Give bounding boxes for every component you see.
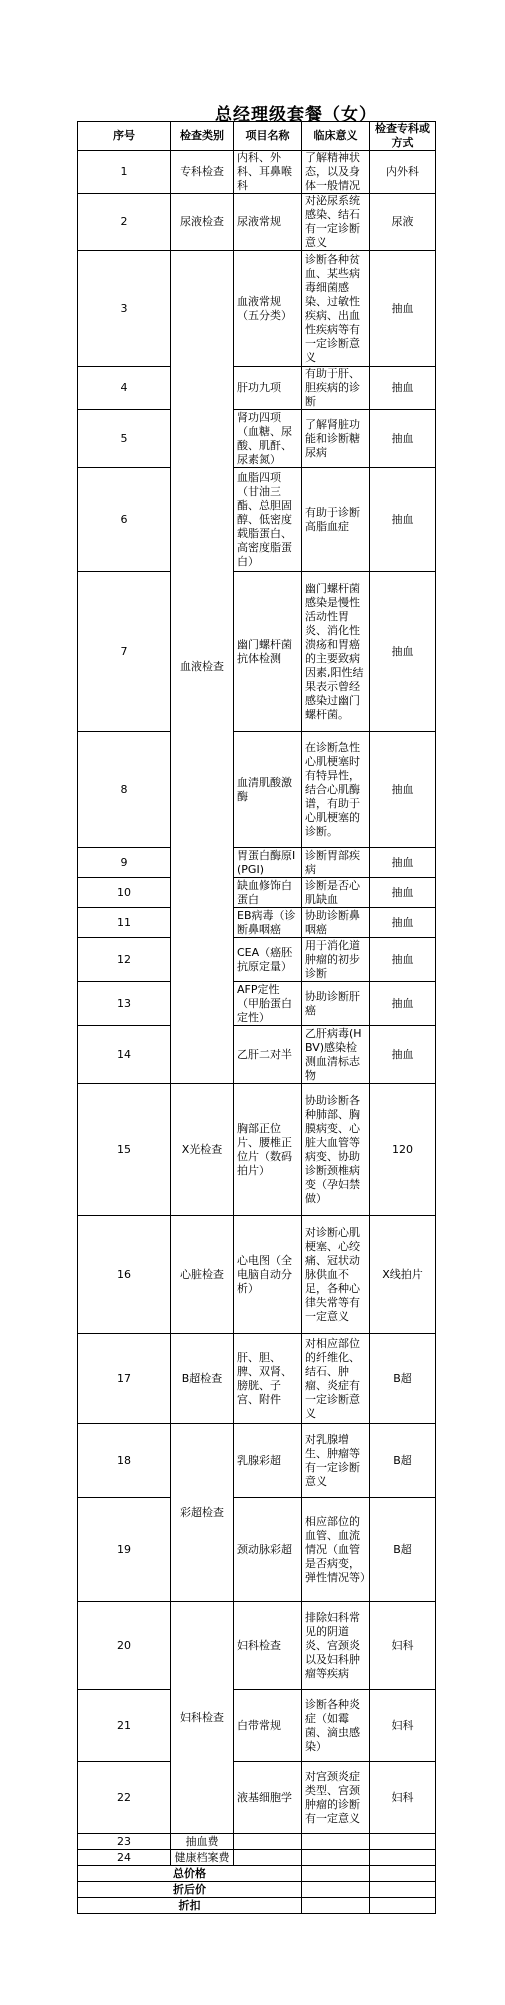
row-method: 尿液	[370, 194, 436, 251]
row-item: 颈动脉彩超	[234, 1498, 302, 1602]
table-row	[78, 732, 436, 848]
row-meaning: 了解肾脏功能和诊断糖尿病	[302, 410, 370, 468]
row-meaning: 有助于诊断高脂血症	[302, 468, 370, 572]
table-row	[78, 982, 436, 1026]
row-meaning: 对诊断心肌梗塞、心绞痛、冠状动脉供血不足，各种心律失常等有一定意义	[302, 1216, 370, 1334]
row-item: 胸部正位片、腰椎正位片（数码拍片）	[234, 1084, 302, 1216]
row-meaning: 对宫颈炎症类型、宫颈肿瘤的诊断有一定意义	[302, 1762, 370, 1834]
row-meaning: 协助诊断鼻咽癌	[302, 908, 370, 938]
row-item: 乙肝二对半	[234, 1026, 302, 1084]
table-row	[78, 1762, 436, 1834]
row-meaning: 诊断胃部疾病	[302, 848, 370, 878]
row-item: EB病毒（诊断鼻咽癌	[234, 908, 302, 938]
row-method: 抽血	[370, 572, 436, 732]
row-no: 3	[78, 251, 171, 367]
row-item: 尿液常规	[234, 194, 302, 251]
table-row	[78, 1424, 436, 1498]
row-method: 妇科	[370, 1602, 436, 1690]
row-method: 内外科	[370, 151, 436, 194]
header-method: 检查专科或方式	[370, 122, 436, 151]
table-row	[78, 367, 436, 410]
row-no: 2	[78, 194, 171, 251]
row-meaning: 诊断是否心肌缺血	[302, 878, 370, 908]
row-item: 肾功四项（血糖、尿酸、肌酐、尿素氮）	[234, 410, 302, 468]
row-meaning: 了解精神状态，以及身体一般情况	[302, 151, 370, 194]
table-row	[78, 410, 436, 468]
row-meaning: 用于消化道肿瘤的初步诊断	[302, 938, 370, 982]
row-method: 抽血	[370, 982, 436, 1026]
row-no: 12	[78, 938, 171, 982]
row-item: CEA（癌胚抗原定量）	[234, 938, 302, 982]
summary-total-label: 总价格	[78, 1866, 302, 1882]
row-method: 抽血	[370, 908, 436, 938]
row-method: 抽血	[370, 468, 436, 572]
row-method: B超	[370, 1424, 436, 1498]
header-meaning: 临床意义	[302, 122, 370, 151]
row-method: 抽血	[370, 732, 436, 848]
row-item: 妇科检查	[234, 1602, 302, 1690]
row-item: 心电图（全电脑自动分析）	[234, 1216, 302, 1334]
row-no: 18	[78, 1424, 171, 1498]
row-method: B超	[370, 1498, 436, 1602]
row-item: 血液常规（五分类）	[234, 251, 302, 367]
table-row	[78, 1334, 436, 1424]
row-category: 彩超检查	[171, 1424, 234, 1602]
row-item: 白带常规	[234, 1690, 302, 1762]
row-method: 抽血	[370, 410, 436, 468]
summary-row	[78, 1882, 436, 1898]
row-method: 抽血	[370, 1026, 436, 1084]
row-method: 120	[370, 1084, 436, 1216]
row-item: 血脂四项（甘油三酯、总胆固醇、低密度载脂蛋白、高密度脂蛋白）	[234, 468, 302, 572]
row-item: 液基细胞学	[234, 1762, 302, 1834]
row-meaning: 对泌尿系统感染、结石有一定诊断意义	[302, 194, 370, 251]
table-row	[78, 1216, 436, 1334]
header-no: 序号	[78, 122, 171, 151]
table-row	[78, 848, 436, 878]
table-row	[78, 1834, 436, 1850]
row-meaning: 有助于肝、胆疾病的诊断	[302, 367, 370, 410]
summary-discounted-label: 折后价	[78, 1882, 302, 1898]
row-category: 心脏检查	[171, 1216, 234, 1334]
row-meaning: 诊断各种炎症（如霉菌、滴虫感染）	[302, 1690, 370, 1762]
table-row	[78, 1084, 436, 1216]
row-no: 6	[78, 468, 171, 572]
row-method: 抽血	[370, 878, 436, 908]
row-no: 7	[78, 572, 171, 732]
row-no: 5	[78, 410, 171, 468]
header-category: 检查类别	[171, 122, 234, 151]
row-method: 抽血	[370, 848, 436, 878]
row-item: 血清肌酸激酶	[234, 732, 302, 848]
page-title: 总经理级套餐（女）	[215, 105, 377, 125]
row-no: 11	[78, 908, 171, 938]
table-row	[78, 1498, 436, 1602]
table-row	[78, 572, 436, 732]
row-method: 抽血	[370, 938, 436, 982]
row-method: 抽血	[370, 367, 436, 410]
row-meaning: 对相应部位的纤维化、结石、肿瘤、炎症有一定诊断意义	[302, 1334, 370, 1424]
table-row	[78, 251, 436, 367]
row-no: 23	[78, 1834, 171, 1850]
row-no: 4	[78, 367, 171, 410]
row-no: 10	[78, 878, 171, 908]
table-row	[78, 878, 436, 908]
row-meaning: 排除妇科常见的阴道炎、宫颈炎以及妇科肿瘤等疾病	[302, 1602, 370, 1690]
row-method: 抽血	[370, 251, 436, 367]
row-item: 乳腺彩超	[234, 1424, 302, 1498]
row-category: B超检查	[171, 1334, 234, 1424]
summary-row	[78, 1866, 436, 1882]
row-item: 缺血修饰白蛋白	[234, 878, 302, 908]
row-category: X光检查	[171, 1084, 234, 1216]
header-row	[78, 122, 436, 151]
row-meaning: 协助诊断各种肺部、胸膜病变、心脏大血管等病变、协助诊断颈椎病变（孕妇禁做）	[302, 1084, 370, 1216]
row-method: B超	[370, 1334, 436, 1424]
row-no: 9	[78, 848, 171, 878]
row-category: 妇科检查	[171, 1602, 234, 1834]
row-item: AFP定性（甲胎蛋白定性）	[234, 982, 302, 1026]
row-category: 健康档案费	[171, 1850, 234, 1866]
row-item: 肝功九项	[234, 367, 302, 410]
row-meaning: 对乳腺增生、肿瘤等有一定诊断意义	[302, 1424, 370, 1498]
summary-row	[78, 1898, 436, 1914]
table-row	[78, 194, 436, 251]
table-row	[78, 1850, 436, 1866]
row-method: X线拍片	[370, 1216, 436, 1334]
row-no: 14	[78, 1026, 171, 1084]
row-meaning: 在诊断急性心肌梗塞时有特异性，结合心肌酶谱，有助于心肌梗塞的诊断。	[302, 732, 370, 848]
row-no: 19	[78, 1498, 171, 1602]
table-row	[78, 151, 436, 194]
row-no: 13	[78, 982, 171, 1026]
header-item: 项目名称	[234, 122, 302, 151]
row-meaning: 协助诊断肝癌	[302, 982, 370, 1026]
row-category: 抽血费	[171, 1834, 234, 1850]
package-table	[77, 121, 436, 1914]
row-item: 幽门螺杆菌抗体检测	[234, 572, 302, 732]
row-category: 专科检查	[171, 151, 234, 194]
table-row	[78, 1026, 436, 1084]
row-item: 肝、胆、脾、双肾、膀胱、子宫、附件	[234, 1334, 302, 1424]
row-meaning: 乙肝病毒(HBV)感染检测血清标志物	[302, 1026, 370, 1084]
row-method: 妇科	[370, 1690, 436, 1762]
row-no: 22	[78, 1762, 171, 1834]
table-row	[78, 468, 436, 572]
row-no: 24	[78, 1850, 171, 1866]
table-row	[78, 908, 436, 938]
row-no: 8	[78, 732, 171, 848]
row-no: 1	[78, 151, 171, 194]
row-no: 21	[78, 1690, 171, 1762]
row-item: 胃蛋白酶原Ⅰ(PGI)	[234, 848, 302, 878]
row-no: 17	[78, 1334, 171, 1424]
row-category: 血液检查	[171, 251, 234, 1084]
table-row	[78, 1602, 436, 1690]
table-row	[78, 938, 436, 982]
row-item: 内科、外科、耳鼻喉科	[234, 151, 302, 194]
table-row	[78, 1690, 436, 1762]
row-no: 15	[78, 1084, 171, 1216]
row-meaning: 相应部位的血管、血流情况（血管是否病变，弹性情况等）	[302, 1498, 370, 1602]
row-no: 16	[78, 1216, 171, 1334]
row-meaning: 幽门螺杆菌感染是慢性活动性胃炎、消化性溃疡和胃癌的主要致病因素,阳性结果表示曾经感染过幽门螺杆菌。	[302, 572, 370, 732]
summary-discount-label: 折扣	[78, 1898, 302, 1914]
row-meaning: 诊断各种贫血、某些病毒细菌感染、过敏性疾病、出血性疾病等有一定诊断意义	[302, 251, 370, 367]
row-no: 20	[78, 1602, 171, 1690]
row-method: 妇科	[370, 1762, 436, 1834]
row-category: 尿液检查	[171, 194, 234, 251]
